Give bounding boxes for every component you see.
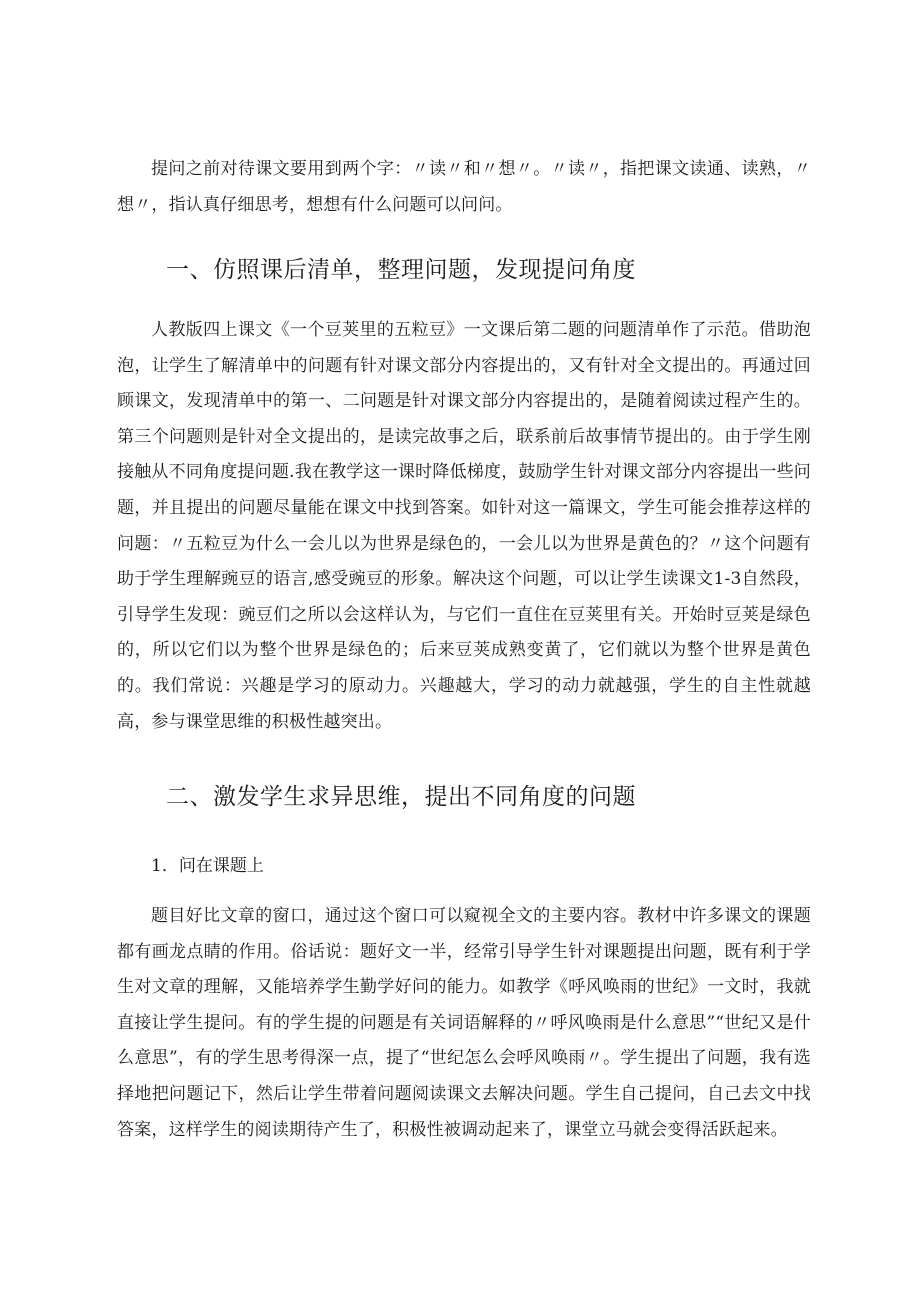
section-two-heading: 二、激发学生求异思维，提出不同角度的问题 [166,784,636,810]
section-one-paragraph: 人教版四上课文《一个豆荚里的五粒豆》一文课后第二题的问题清单作了示范。借助泡泡，让学生了解清单中的问题有针对课文部分内容提出的，又有针对全文提出的。再通过回顾课文，发现清单中的第一、二问题是针对课文部分内容提出的，是随着阅读过程产生的。第三个问题则是针对全文提出的，是读完故事之后，联系前后故事情节提出的。由于学生刚接触从不同角度提问题.我在教学这一课时降低梯度，鼓励学生针对课文部分内容提出一些问题，并且提出的问题尽量能在课文中找到答案。如针对这一篇课文，学生可能会推荐这样的问题：〃五粒豆为什么一会儿以为世界是绿色的，一会儿以为世界是黄色的？〃这个问题有助于学生理解豌豆的语言,感受豌豆的形象。解决这个问题，可以让学生读课文1-3自然段，引导学生发现：豌豆们之所以会这样认为，与它们一直住在豆荚里有关。开始时豆荚是绿色的，所以它们以为整个世界是绿色的；后来豆荚成熟变黄了，它们就以为整个世界是黄色的。我们常说：兴趣是学习的原动力。兴趣越大，学习的动力就越强，学生的自主性就越高，参与课堂思维的积极性越突出。 [117,320,811,732]
section-two-paragraph: 题目好比文章的窗口，通过这个窗口可以窥视全文的主要内容。教材中许多课文的课题都有画龙点睛的作用。俗话说：题好文一半，经常引导学生针对课题提出问题，既有利于学生对文章的理解，又能培养学生勤学好问的能力。如教学《呼风唤雨的世纪》一文时，我就直接让学生提问。有的学生提的问题是有关词语解释的〃呼风唤雨是什么意思”“世纪又是什么意思”，有的学生思考得深一点，提了“世纪怎么会呼风唤雨〃。学生提出了问题，我有选择地把问题记下，然后让学生带着问题阅读课文去解决问题。学生自己提问，自己去文中找答案，这样学生的阅读期待产生了，积极性被调动起来了，课堂立马就会变得活跃起来。 [117,906,811,1140]
section-two-subheading: 1．问在课题上 [151,856,264,876]
intro-paragraph: 提问之前对待课文要用到两个字：〃读〃和〃想〃。〃读〃，指把课文读通、读熟，〃想〃，指认真仔细思考，想想有什么问题可以问问。 [117,159,811,215]
section-one-heading: 一、仿照课后清单，整理问题，发现提问角度 [166,257,636,283]
